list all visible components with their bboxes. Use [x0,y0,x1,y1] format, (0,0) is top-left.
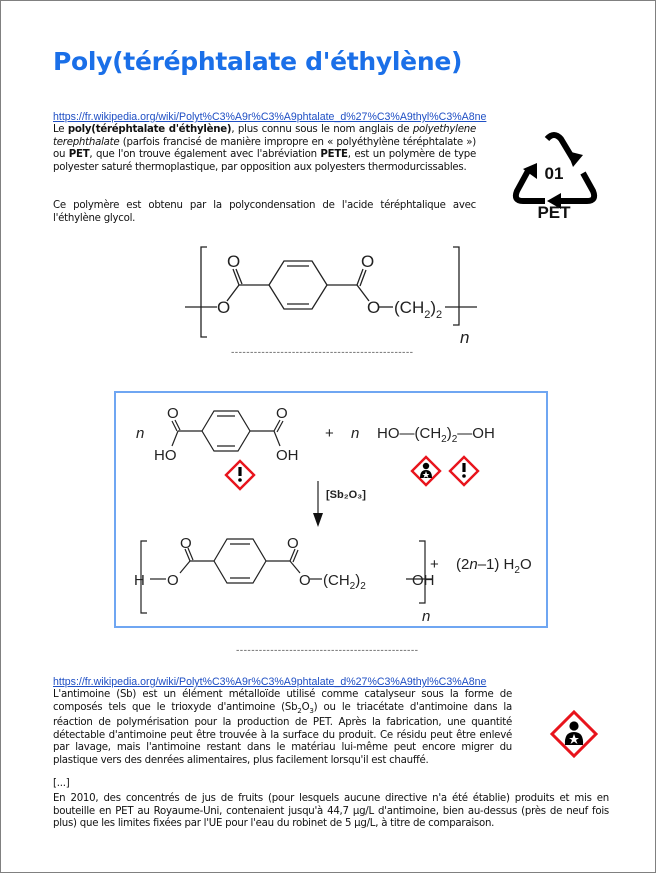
water-suffix: –1) H [477,556,515,573]
water-prefix: (2 [456,556,470,573]
group-HO: HO [154,447,177,464]
page-title: Poly(téréphtalate d'éthylène) [53,47,463,76]
health-hazard-icon [549,709,599,759]
repeat-n: n [422,608,431,625]
antimony-paragraph-2: En 2010, des concentrés de jus de fruits (pour lesquels aucune directive n'a été établie) produits et mis en bouteille en PET au Royaume-Uni, contenaient jusqu'à 44,7 µg/L d'antimoine, bien au-dessus (près de neuf fois plus) que les limites fixées par l'UE pour l'eau du robinet de 5 µg/L, à titre de comparaison. [53,793,609,830]
ch2-text: (CH [323,572,350,589]
ch2-group [323,572,366,592]
wikipedia-link-2[interactable]: https://fr.wikipedia.org/wiki/Polyt%C3%A9r%C3%A9phtalate_d%27%C3%A9thyl%C3%A8ne [53,676,487,688]
atom-O: O [227,252,241,271]
bold-term: PETE [320,149,348,161]
ch2-group [394,298,442,321]
glycol-ho: HO— [377,425,415,442]
separator-2: ------------------------------------------------ [235,646,418,656]
terephthalic-acid [172,411,283,451]
bold-term: PET [68,149,90,161]
ch2-text: (CH [414,425,442,442]
text: , plus connu sous le nom anglais de [231,124,413,135]
atom-O: O [367,298,381,317]
catalyst-label: [Sb₂O₃] [326,489,366,501]
subscript: 2 [436,309,443,321]
atom-H: H [134,572,145,589]
ethylene-glycol [377,425,495,445]
atom-O: O [361,252,375,271]
atom-O: O [217,298,231,317]
atom-O: O [167,405,179,422]
water-term [456,556,532,576]
subscript: 2 [349,581,356,592]
group-OH: OH [412,572,435,589]
ellipsis: [...] [53,778,70,789]
close-paren: ) [446,425,452,442]
atom-O: O [299,572,311,589]
subscript: 2 [297,705,302,715]
subscript: 2 [514,565,520,576]
group-OH: OH [276,447,299,464]
exclamation-mark-icon [450,457,478,485]
text: , que l'on trouve également avec l'abréviation [89,149,321,161]
subscript: 2 [451,434,458,445]
plus-sign: + [325,425,334,442]
text: , est un polymère de type polyester saturé thermoplastique, par opposition aux polyesters thermodurcissables. [53,149,476,173]
recycling-number: 01 [544,164,564,183]
ch2-text: (CH [394,298,425,317]
pet-structure-diagram [181,239,481,349]
subscript: 2 [441,434,447,445]
glycol-oh: —OH [457,425,495,442]
atom-O: O [287,535,299,552]
close-paren: ) [355,572,361,589]
right-bracket [453,247,459,325]
text: ) ou le triacétate d'antimoine dans la réaction de polymérisation pour la production de PET. Après la fabrication, une quantité détectable d'antimoine peut être trouvée à la surface du produit. Ce résidu peut être enlevé par lavage, mais l'antimoine restant dans le matériau lui-même peut encore migrer du plastique vers des denrées alimentaires, plus facilement lorsqu'il est chauffé. [53,701,512,766]
text: O [301,701,310,713]
recycling-logo [509,129,601,219]
intro-paragraph-1 [53,124,476,174]
text: Le [53,124,68,135]
atom-O: O [180,535,192,552]
health-hazard-icon [412,457,440,485]
text: L'antimoine (Sb) est un élément métalloïde utilisé comme catalyseur sous la forme de composés tels que le trioxyde d'antimoine (Sb [53,689,512,713]
plus-sign: + [430,556,439,573]
antimony-paragraph-1 [53,689,512,768]
water-n: n [469,556,478,573]
intro-paragraph-2: Ce polymère est obtenu par la polycondensation de l'acide téréphtalique avec l'éthylène glycol. [53,200,476,224]
water-o: O [519,556,532,573]
left-bracket [201,247,207,337]
italic-term: polyethylene terephthalate [53,124,476,148]
subscript: 2 [424,309,431,321]
coefficient-n: n [351,425,360,442]
atom-O: O [276,405,288,422]
recycling-label: PET [537,203,571,219]
reaction-diagram [114,391,548,628]
close-paren: ) [430,298,437,317]
bold-term: poly(téréphtalate d'éthylène) [67,124,232,135]
subscript: 2 [360,581,366,592]
exclamation-mark-icon [226,461,254,489]
coefficient-n: n [136,425,145,442]
atom-O: O [167,572,179,589]
text: (parfois francisé de manière impropre en « polyéthylène téréphtalate ») ou [53,136,476,161]
repeat-n: n [460,328,470,347]
subscript: 3 [309,705,314,715]
wikipedia-link-1[interactable]: https://fr.wikipedia.org/wiki/Polyt%C3%A9r%C3%A9phtalate_d%27%C3%A9thyl%C3%A8ne [53,111,487,123]
separator-1: ------------------------------------------------ [230,348,413,358]
benzene-ring [269,261,327,309]
